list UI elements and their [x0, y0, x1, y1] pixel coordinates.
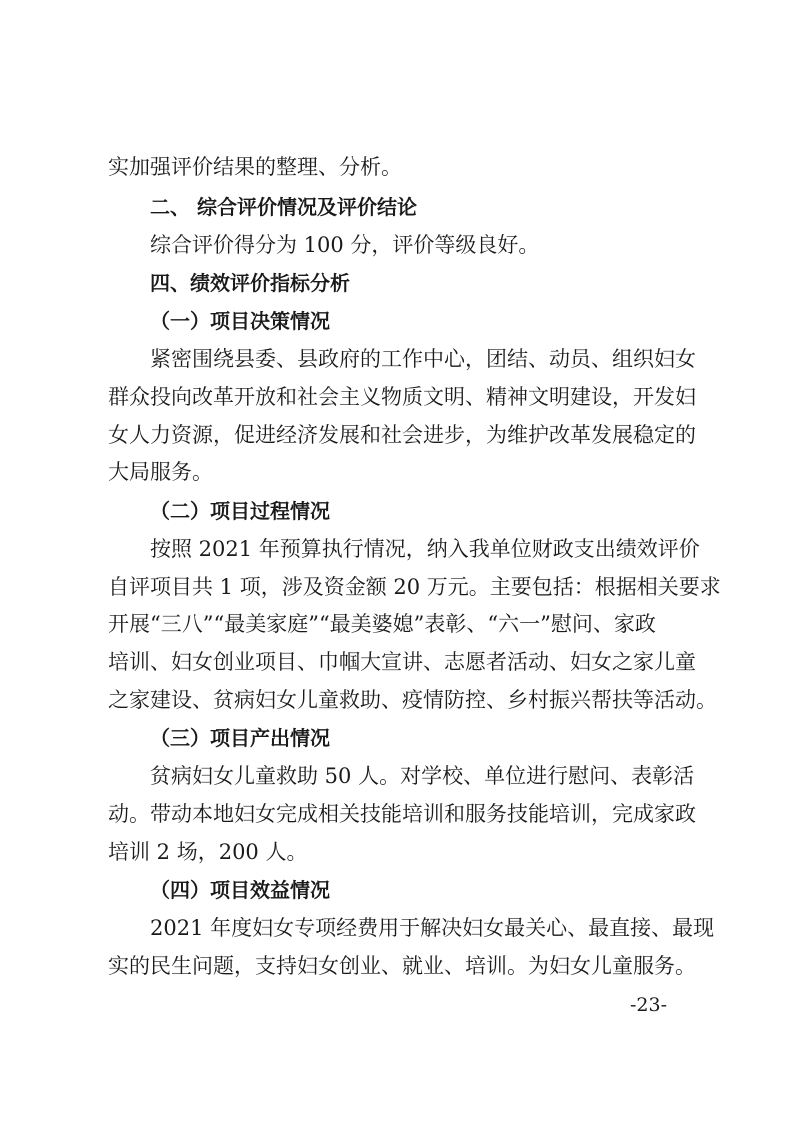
body-text-line: 紧密围绕县委、县政府的工作中心，团结、动员、组织妇女 — [150, 347, 696, 371]
subsection-heading: （四）项目效益情况 — [150, 878, 330, 902]
body-text-line: 自评项目共 1 项，涉及资金额 20 万元。主要包括：根据相关要求 — [108, 575, 721, 599]
body-text-line: 按照 2021 年预算执行情况，纳入我单位财政支出绩效评价 — [150, 537, 700, 561]
subsection-heading: （二）项目过程情况 — [150, 499, 330, 523]
body-text-line: 综合评价得分为 100 分，评价等级良好。 — [150, 233, 540, 257]
section-heading: 二、 综合评价情况及评价结论 — [150, 195, 417, 219]
section-heading: 四、绩效评价指标分析 — [150, 271, 350, 295]
body-text-line: 动。带动本地妇女完成相关技能培训和服务技能培训，完成家政 — [108, 802, 696, 826]
body-text-line: 贫病妇女儿童救助 50 人。对学校、单位进行慰问、表彰活 — [150, 764, 695, 788]
body-text-line: 开展“三八”“最美家庭”“最美婆媳”表彰、“六一”慰问、家政 — [108, 612, 656, 636]
page-number: -23- — [630, 994, 668, 1016]
body-text-line: 大局服务。 — [108, 460, 213, 484]
subsection-heading: （三）项目产出情况 — [150, 726, 330, 750]
body-text-line: 之家建设、贫病妇女儿童救助、疫情防控、乡村振兴帮扶等活动。 — [108, 688, 717, 712]
body-text-line: 实加强评价结果的整理、分析。 — [108, 155, 402, 179]
body-text-line: 培训、妇女创业项目、巾帼大宣讲、志愿者活动、妇女之家儿童 — [108, 650, 696, 674]
body-text-line: 女人力资源，促进经济发展和社会进步，为维护改革发展稳定的 — [108, 423, 696, 447]
body-text-line: 2021 年度妇女专项经费用于解决妇女最关心、最直接、最现 — [150, 916, 715, 940]
body-text-line: 群众投向改革开放和社会主义物质文明、精神文明建设，开发妇 — [108, 385, 696, 409]
subsection-heading: （一）项目决策情况 — [150, 309, 330, 333]
body-text-line: 实的民生问题，支持妇女创业、就业、培训。为妇女儿童服务。 — [108, 954, 696, 978]
body-text-line: 培训 2 场，200 人。 — [108, 840, 308, 864]
